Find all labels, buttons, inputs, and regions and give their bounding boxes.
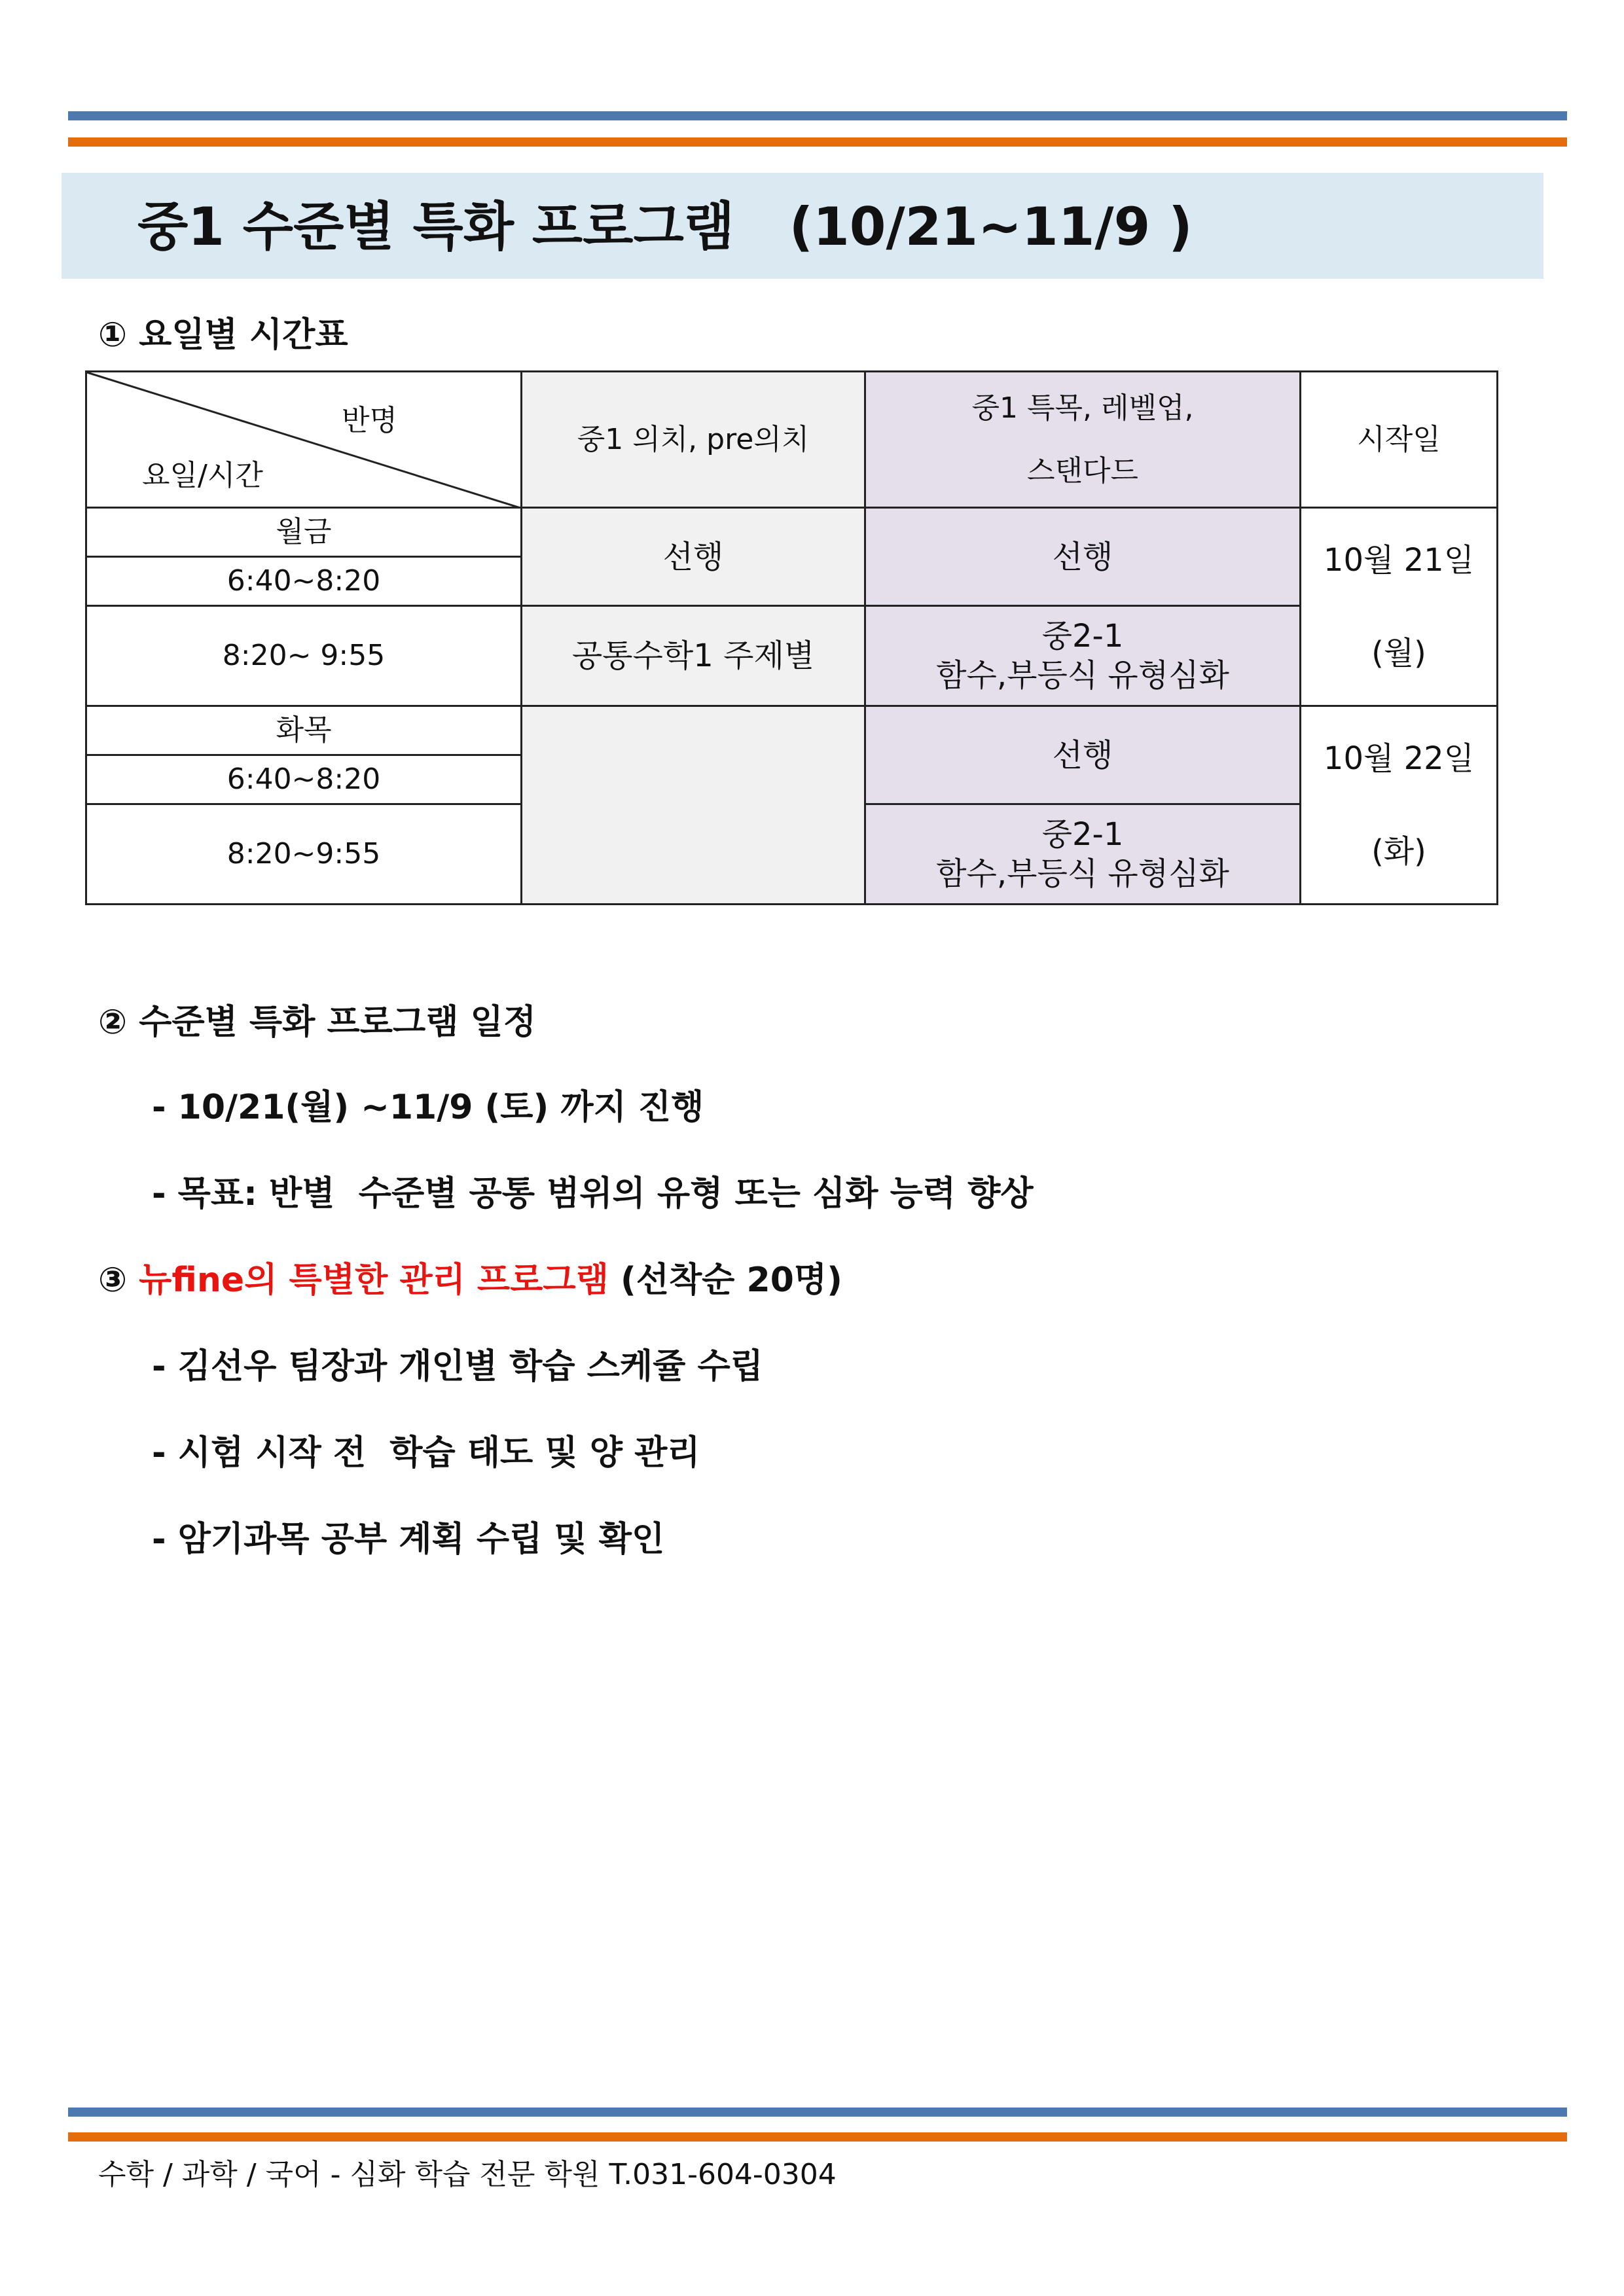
header-class-b-line1: 중1 특목, 레벨업, — [971, 391, 1194, 425]
group2-class-b-slot2-line1: 중2-1 — [1041, 816, 1124, 853]
footer-contact: 수학 / 과학 / 국어 - 심화 학습 전문 학원 T.031-604-0304 — [98, 2158, 837, 2191]
section2-heading: ② 수준별 특화 프로그램 일정 — [98, 1003, 536, 1042]
table-row — [86, 706, 1498, 755]
group2-class-b-slot2 — [865, 804, 1301, 905]
group2-start-day: (화) — [1371, 833, 1426, 870]
group1-start-date: 10월 21일 — [1323, 542, 1475, 579]
group1-time1: 6:40~8:20 — [86, 557, 522, 606]
group1-class-b-slot2 — [865, 606, 1301, 706]
section3-heading — [98, 1259, 842, 1301]
section3-highlight: 뉴fine의 특별한 관리 프로그램 — [139, 1261, 609, 1300]
group1-start-day: (월) — [1371, 635, 1426, 672]
group2-time1: 6:40~8:20 — [86, 755, 522, 804]
group2-start-date: 10월 22일 — [1323, 740, 1475, 777]
class-name-label: 반명 — [341, 404, 397, 437]
group1-class-b-slot1: 선행 — [865, 508, 1301, 606]
group1-class-b-slot2-line1: 중2-1 — [1041, 618, 1124, 655]
group1-time2: 8:20~ 9:55 — [86, 606, 522, 706]
table-row — [86, 606, 1498, 706]
top-rule-blue — [68, 111, 1567, 120]
group2-start-cell — [1301, 706, 1498, 905]
section3-item-3: - 암기과목 공부 계획 수립 및 확인 — [152, 1520, 665, 1559]
section1-heading: ① 요일별 시간표 — [98, 315, 348, 355]
section3-item-2: - 시험 시작 전 학습 태도 및 양 관리 — [152, 1433, 700, 1473]
group2-class-b-slot2-line2: 함수,부등식 유형심화 — [936, 855, 1229, 892]
page-title: 중1 수준별 특화 프로그램 (10/21~11/9 ) — [137, 196, 1193, 257]
corner-header-cell — [86, 372, 522, 508]
group2-time2: 8:20~9:55 — [86, 804, 522, 905]
group1-class-a-slot1: 선행 — [522, 508, 865, 606]
top-rule-orange — [68, 137, 1567, 147]
day-time-label: 요일/시간 — [142, 459, 263, 492]
header-class-b-line2: 스탠다드 — [1026, 454, 1138, 488]
section2-item-1: - 10/21(월) ~11/9 (토) 까지 진행 — [152, 1088, 704, 1127]
group2-class-a-empty — [522, 706, 865, 905]
bottom-rule-blue — [68, 2108, 1567, 2117]
group1-class-a-slot2: 공통수학1 주제별 — [522, 606, 865, 706]
schedule-table — [85, 370, 1498, 905]
group2-day: 화목 — [86, 706, 522, 755]
group1-start-cell — [1301, 508, 1498, 706]
section2-item-2: - 목표: 반별 수준별 공통 범위의 유형 또는 심화 능력 향상 — [152, 1174, 1034, 1213]
section3-suffix: (선착순 20명) — [608, 1261, 842, 1300]
section3-item-1: - 김선우 팀장과 개인별 학습 스케쥴 수립 — [152, 1347, 763, 1386]
header-class-a: 중1 의치, pre의치 — [522, 372, 865, 508]
bottom-rule-orange — [68, 2132, 1567, 2142]
group2-class-b-slot1: 선행 — [865, 706, 1301, 804]
title-banner — [62, 173, 1543, 279]
header-class-b — [865, 372, 1301, 508]
header-start-date: 시작일 — [1301, 372, 1498, 508]
group1-class-b-slot2-line2: 함수,부등식 유형심화 — [936, 657, 1229, 694]
section3-number: ③ — [98, 1261, 139, 1300]
table-header-row — [86, 372, 1498, 508]
table-row — [86, 508, 1498, 557]
group1-day: 월금 — [86, 508, 522, 557]
